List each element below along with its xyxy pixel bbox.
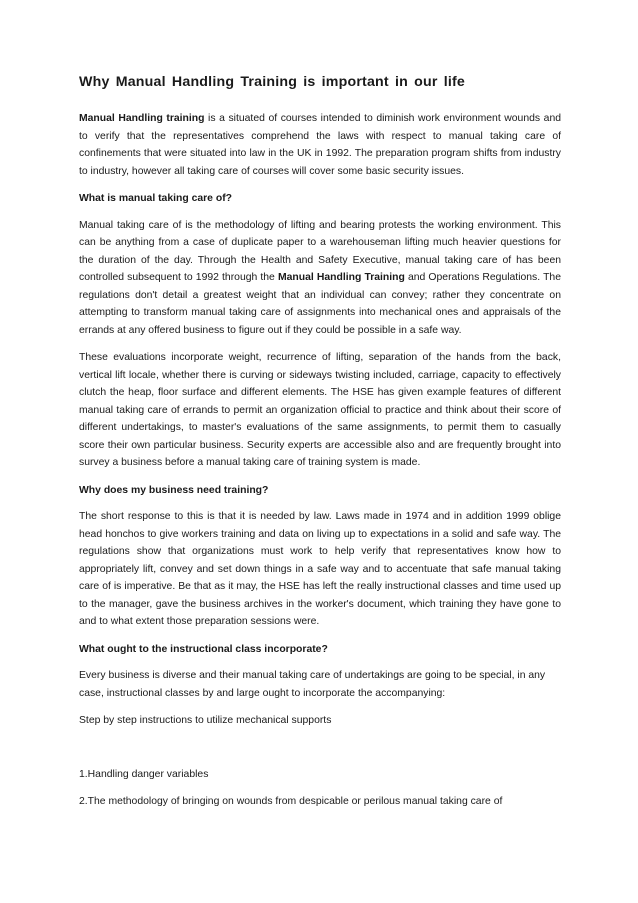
section1-p1-after: and Operations Regulations. The regulations don't detail a greatest weight that an individual can convey; rather they concentrate on attempting to transform manual taking care of assignments into mechanical ones and appraisals of the errands at any offered business to figure out if they could be possible in a safe way. bbox=[79, 272, 561, 336]
section1-paragraph-2: These evaluations incorporate weight, recurrence of lifting, separation of the hands from the back, vertical lift locale, whether there is curving or sideways twisting included, carriage, capacity to effectively clutch the heap, floor surface and different elements. The HSE has given example features of different manual taking care of errands to permit an organization official to practice and think about their score of different undertakings, to master's evaluations of the same assignments, to permit them to casually score their own particular business. Security experts are accessible also and are frequently brought into survey a business before a manual taking care of training system is made. bbox=[79, 352, 561, 468]
section-heading-why-training: Why does my business need training? bbox=[79, 484, 269, 496]
intro-lead-bold: Manual Handling training bbox=[79, 113, 205, 124]
document-title: Why Manual Handling Training is important in our life bbox=[79, 74, 466, 90]
list-item-2: 2.The methodology of bringing on wounds from despicable or perilous manual taking care of bbox=[79, 796, 503, 807]
section2-paragraph-1: The short response to this is that it is needed by law. Laws made in 1974 and in addition 1999 oblige head honchos to give workers training and data on living up to expectations in a solid and safe way. The regulations show that organizations must work to help verify that representatives know how to appropriately lift, convey and set down things in a safe way and to accentuate that safe manual taking care of is imperative. Be that as it may, the HSE has left the really instructional classes and time used up to the manager, gave the business archives in the worker's document, which training they have gone to and to what extent those preparation sessions were. bbox=[79, 511, 561, 627]
spacer bbox=[79, 740, 561, 766]
intro-text: is a situated of courses intended to diminish work environment wounds and to verify that the representatives comprehend the laws with respect to manual taking care of confinements that were situated into law in the UK in 1992. The preparation program shifts from industry to industry, however all taking care of courses will cover some basic security issues. bbox=[79, 113, 562, 177]
section-heading-what-is: What is manual taking care of? bbox=[79, 193, 233, 204]
intro-paragraph bbox=[79, 110, 561, 180]
section3-paragraph-2: Step by step instructions to utilize mechanical supports bbox=[79, 715, 332, 726]
document-page bbox=[79, 72, 561, 821]
section-heading-course-content: What ought to the instructional class incorporate? bbox=[79, 643, 328, 655]
section1-p1-before: Manual taking care of is the methodology of lifting and bearing protests the working environment. This can be anything from a case of duplicate paper to a warehouseman lifting much heavier questions for the duration of the day. Through the Health and Safety Executive, manual taking care of has been controlled subsequent to 1992 through the bbox=[79, 219, 561, 283]
section1-p1-bold: Manual Handling Training bbox=[277, 272, 405, 283]
section1-paragraph-1 bbox=[79, 217, 561, 340]
list-item-1: 1.Handling danger variables bbox=[79, 768, 209, 780]
section3-paragraph-1: Every business is diverse and their manual taking care of undertakings are going to be special, in any case, instructional classes by and large ought to incorporate the accompanying: bbox=[79, 670, 546, 699]
